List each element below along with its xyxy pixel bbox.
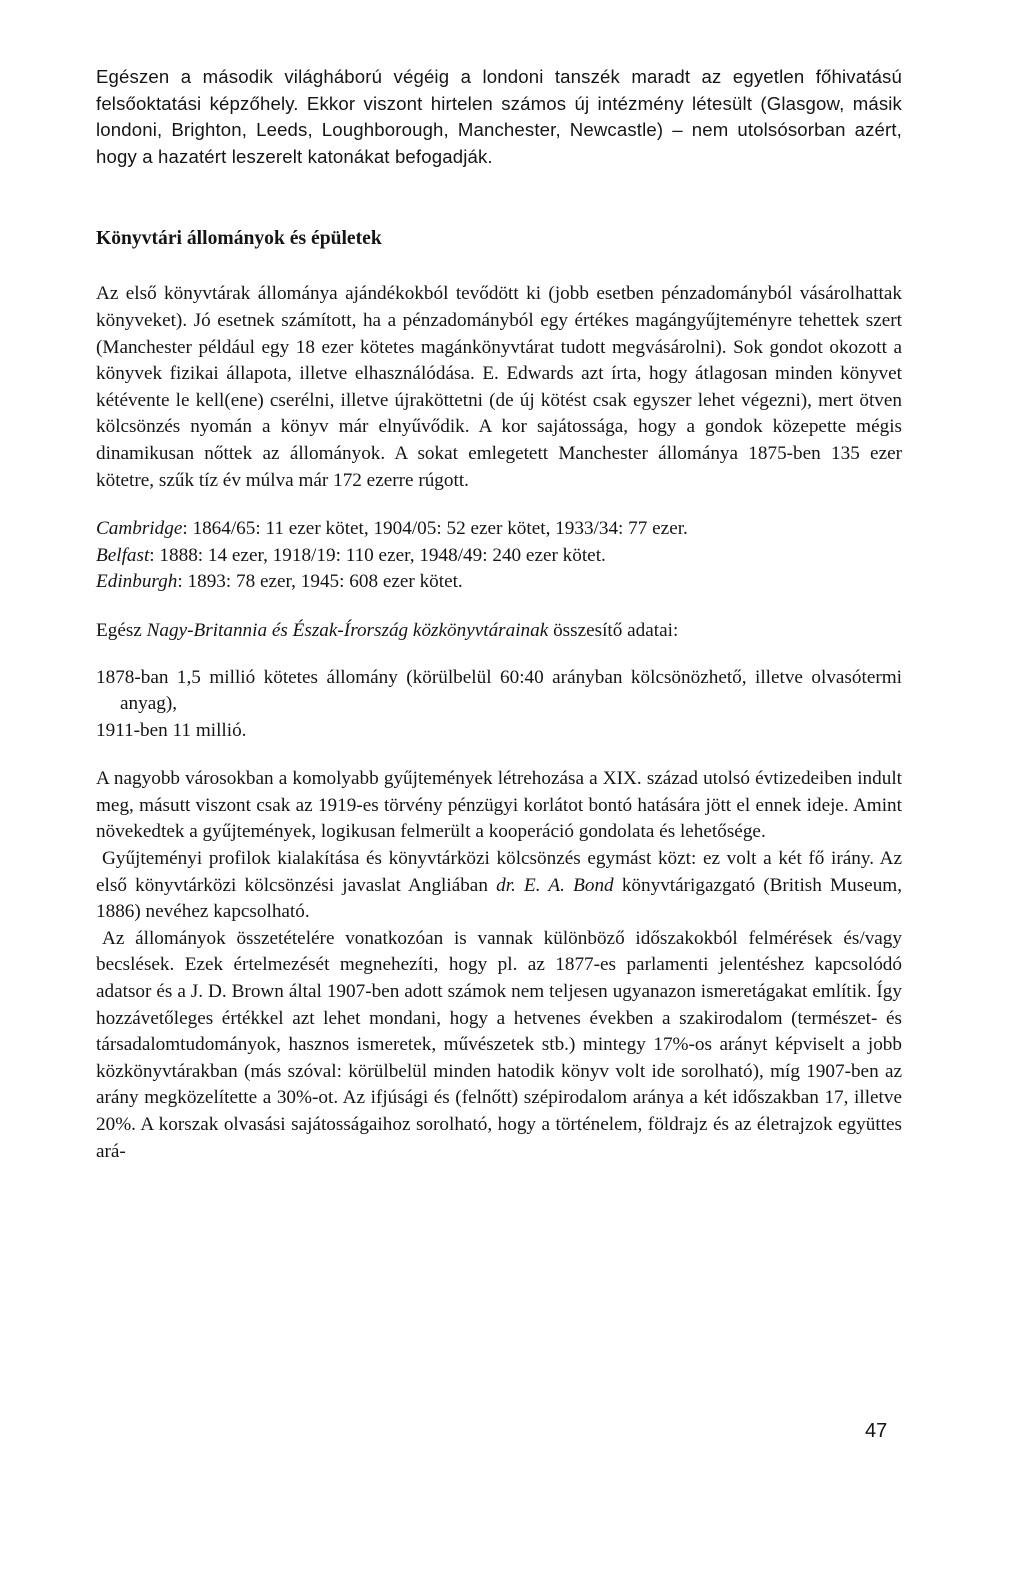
p2-start: Gyűjteményi profilok kialakítása és könyvtárközi kölcsönzés egymást közt: ez volt a két fő irány. Az első könyvtárközi kölcsönzési javaslat Angliában — [96, 848, 902, 896]
stat-line-edinburgh — [96, 569, 902, 596]
section-paragraph: Az első könyvtárak állománya ajándékokból tevődött ki (jobb esetben pénzadományból vásárolhattak könyveket). Jó esetnek számított, ha a pénzadományból egy értékes magángyűjteményre tehettek szert (Manchester például egy 18 ezer kötetes magánkönyvtárat tudott megvásárolni). Sok gondot okozott a könyvek fizikai állapota, illetve elhasználódása. E. Edwards azt írta, hogy átlagosan minden könyvet kétévente le kell(ene) cserélni, illetve újraköttetni (de új kötést csak egyszer lehet végezni), mert ötven kölcsönzés nyomán a könyv már elnyűvődik. A kor sajátossága, hogy a gondok közepette mégis dinamikusan nőttek az állományok. A sokat emlegetett Manchester állománya 1875-ben 135 ezer kötetre, szűk tíz év múlva már 172 ezerre rúgott. — [96, 283, 902, 491]
stat-city: Edinburgh — [96, 571, 178, 593]
stat-city: Belfast — [96, 544, 150, 566]
paragraph-composition: Az állományok összetételére vonatkozóan is vannak különböző időszakokból felmérések és/vagy becslések. Ezek értelmezését megnehezíti, hogy pl. az 1877-es parlamenti jelentéshez kapcsolódó adatsor és a J. D. Brown által 1907-ben adott számok nem teljesen ugyanazon ismeretágakat említik. Így hozzávetőleges értékkel azt lehet mondani, hogy a hetvenes években a szakirodalom (természet- és társadalomtudományok, hasznos ismeretek, művészetek stb.) mintegy 17%-os arányt képviselt a jobb közkönyvtárakban (más szóval: körülbelül minden hatodik könyv volt ide sorolható), míg 1907-ben az arány megközelítette a 30%-ot. Az ifjúsági és (felnőtt) szépirodalom aránya a két időszakban 17, illetve 20%. A korszak olvasási sajátosságaihoz sorolható, hogy a történelem, földrajz és az életrajzok együttes ará- — [96, 927, 902, 1162]
stat-line-cambridge — [96, 516, 902, 543]
library-statistics — [96, 516, 902, 596]
stat-values: : 1864/65: 11 ezer kötet, 1904/05: 52 ezer kötet, 1933/34: 77 ezer. — [182, 518, 688, 540]
list-item: 1911-ben 11 millió. — [96, 719, 247, 741]
p2-name: dr. E. A. Bond — [496, 874, 614, 896]
stat-values: : 1888: 14 ezer, 1918/19: 110 ezer, 1948/49: 240 ezer kötet. — [149, 544, 606, 566]
stat-values: : 1893: 78 ezer, 1945: 608 ezer kötet. — [177, 571, 463, 593]
p2-end: könyvtárigazgató (British Museum, 1886) nevéhez kapcsolható. — [96, 874, 903, 923]
page-content — [96, 64, 902, 1165]
summary-suffix: összesítő adatai: — [548, 619, 679, 641]
list-item: 1878-ban 1,5 millió kötetes állomány (körülbelül 60:40 arányban kölcsönözhető, illetve olvasótermi anyag), — [96, 666, 902, 715]
stat-city: Cambridge — [96, 518, 183, 540]
paragraph-interlibrary — [96, 846, 902, 926]
stat-line-belfast — [96, 543, 902, 570]
paragraph-collections: A nagyobb városokban a komolyabb gyűjtemények létrehozása a XIX. század utolsó évtizedeiben indult meg, másutt viszont csak az 1919-es törvény pénzügyi korlátot bontó hatására jött el ennek ideje. Amint növekedtek a gyűjtemények, logikusan felmerült a kooperáció gondolata és lehetősége. — [96, 768, 902, 843]
section-heading: Könyvtári állományok és épületek — [96, 228, 382, 250]
summary-list — [96, 665, 902, 745]
intro-paragraph: Egészen a második világháború végéig a londoni tanszék maradt az egyetlen főhivatású felsőoktatási képzőhely. Ekkor viszont hirtelen számos új intézmény létesült (Glasgow, másik londoni, Brighton, Leeds, Loughborough, Manchester, Newcastle) – nem utolsósorban azért, hogy a hazatért leszerelt katonákat befogadják. — [96, 66, 902, 167]
summary-emphasis: Nagy-Britannia és Észak-Írország közkönyvtárainak — [146, 619, 549, 641]
page-number: 47 — [865, 1420, 888, 1442]
summary-prefix: Egész — [96, 619, 147, 641]
summary-line — [96, 618, 902, 645]
